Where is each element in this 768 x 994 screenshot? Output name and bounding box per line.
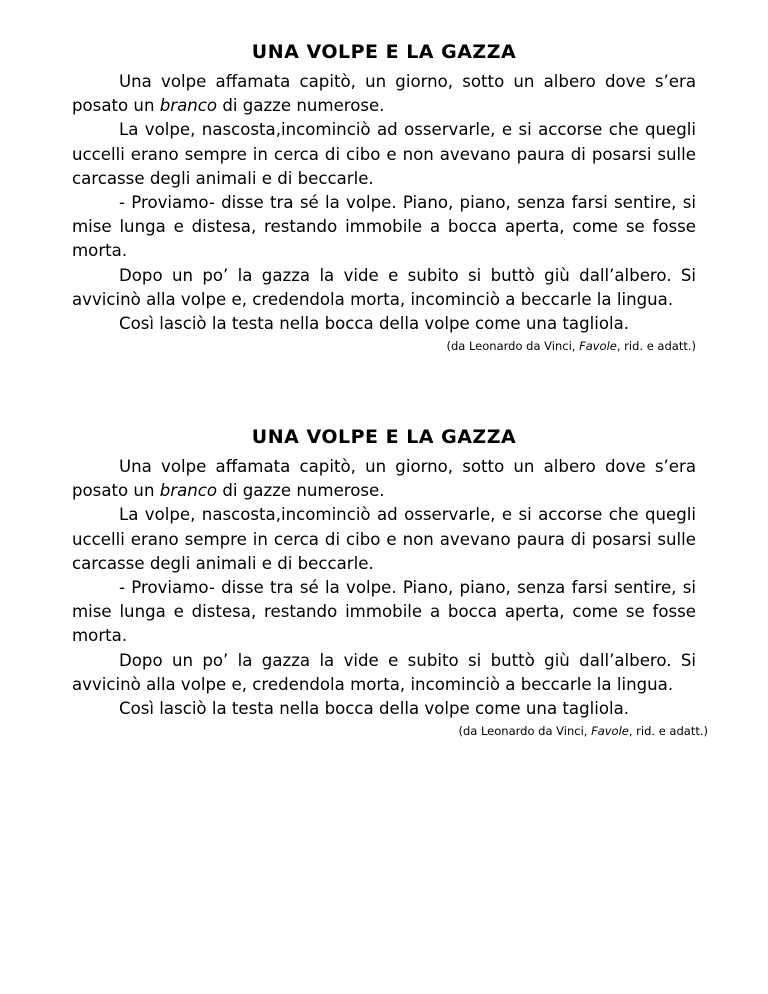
- credit-text: , rid. e adatt.): [616, 339, 696, 354]
- credit-text: (da Leonardo da Vinci,: [458, 724, 592, 739]
- italic-word: branco: [159, 481, 218, 501]
- italic-word: branco: [159, 96, 218, 116]
- paragraph-2: La volpe, nascosta,incominciò ad osservarle, e si accorse che quegli uccelli erano sempre in cerca di cibo e non avevano paura di posarsi sulle carcasse degli animali e di beccarle.: [72, 120, 696, 188]
- paragraph-text: Una volpe affamata capitò, un giorno, sotto un albero dove s’era posato un: [72, 457, 696, 501]
- story-section: [72, 425, 708, 739]
- paragraph-text: Una volpe affamata capitò, un giorno, sotto un albero dove s’era posato un: [72, 72, 696, 116]
- paragraph-1: [72, 70, 696, 118]
- credit-text: , rid. e adatt.): [628, 724, 708, 739]
- story-title: UNA VOLPE E LA GAZZA: [251, 41, 517, 63]
- credit-text: (da Leonardo da Vinci,: [446, 339, 580, 354]
- paragraph-4: Dopo un po’ la gazza la vide e subito si buttò giù dall’albero. Si avvicinò alla volpe e, credendola morta, incominciò a beccarle la lingua.: [72, 265, 696, 309]
- paragraph-5: Così lasciò la testa nella bocca della volpe come una tagliola.: [119, 314, 630, 334]
- credit-book-title: Favole: [591, 724, 629, 739]
- paragraph-text: di gazze numerose.: [217, 96, 385, 116]
- paragraph-text: di gazze numerose.: [217, 481, 385, 501]
- credit-book-title: Favole: [579, 339, 617, 354]
- paragraph-5: Così lasciò la testa nella bocca della volpe come una tagliola.: [119, 699, 630, 719]
- source-credit: [72, 723, 708, 739]
- paragraph-4: Dopo un po’ la gazza la vide e subito si buttò giù dall’albero. Si avvicinò alla volpe e, credendola morta, incominciò a beccarle la lingua.: [72, 650, 696, 694]
- paragraph-1: [72, 455, 696, 503]
- paragraph-3: - Proviamo- disse tra sé la volpe. Piano, piano, senza farsi sentire, si mise lunga e distesa, restando immobile a bocca aperta, come se fosse morta.: [72, 193, 696, 261]
- paragraph-2: La volpe, nascosta,incominciò ad osservarle, e si accorse che quegli uccelli erano sempre in cerca di cibo e non avevano paura di posarsi sulle carcasse degli animali e di beccarle.: [72, 505, 696, 573]
- story-section: [72, 40, 696, 354]
- story-title: UNA VOLPE E LA GAZZA: [251, 426, 517, 448]
- source-credit: [72, 338, 696, 354]
- paragraph-3: - Proviamo- disse tra sé la volpe. Piano, piano, senza farsi sentire, si mise lunga e distesa, restando immobile a bocca aperta, come se fosse morta.: [72, 578, 696, 646]
